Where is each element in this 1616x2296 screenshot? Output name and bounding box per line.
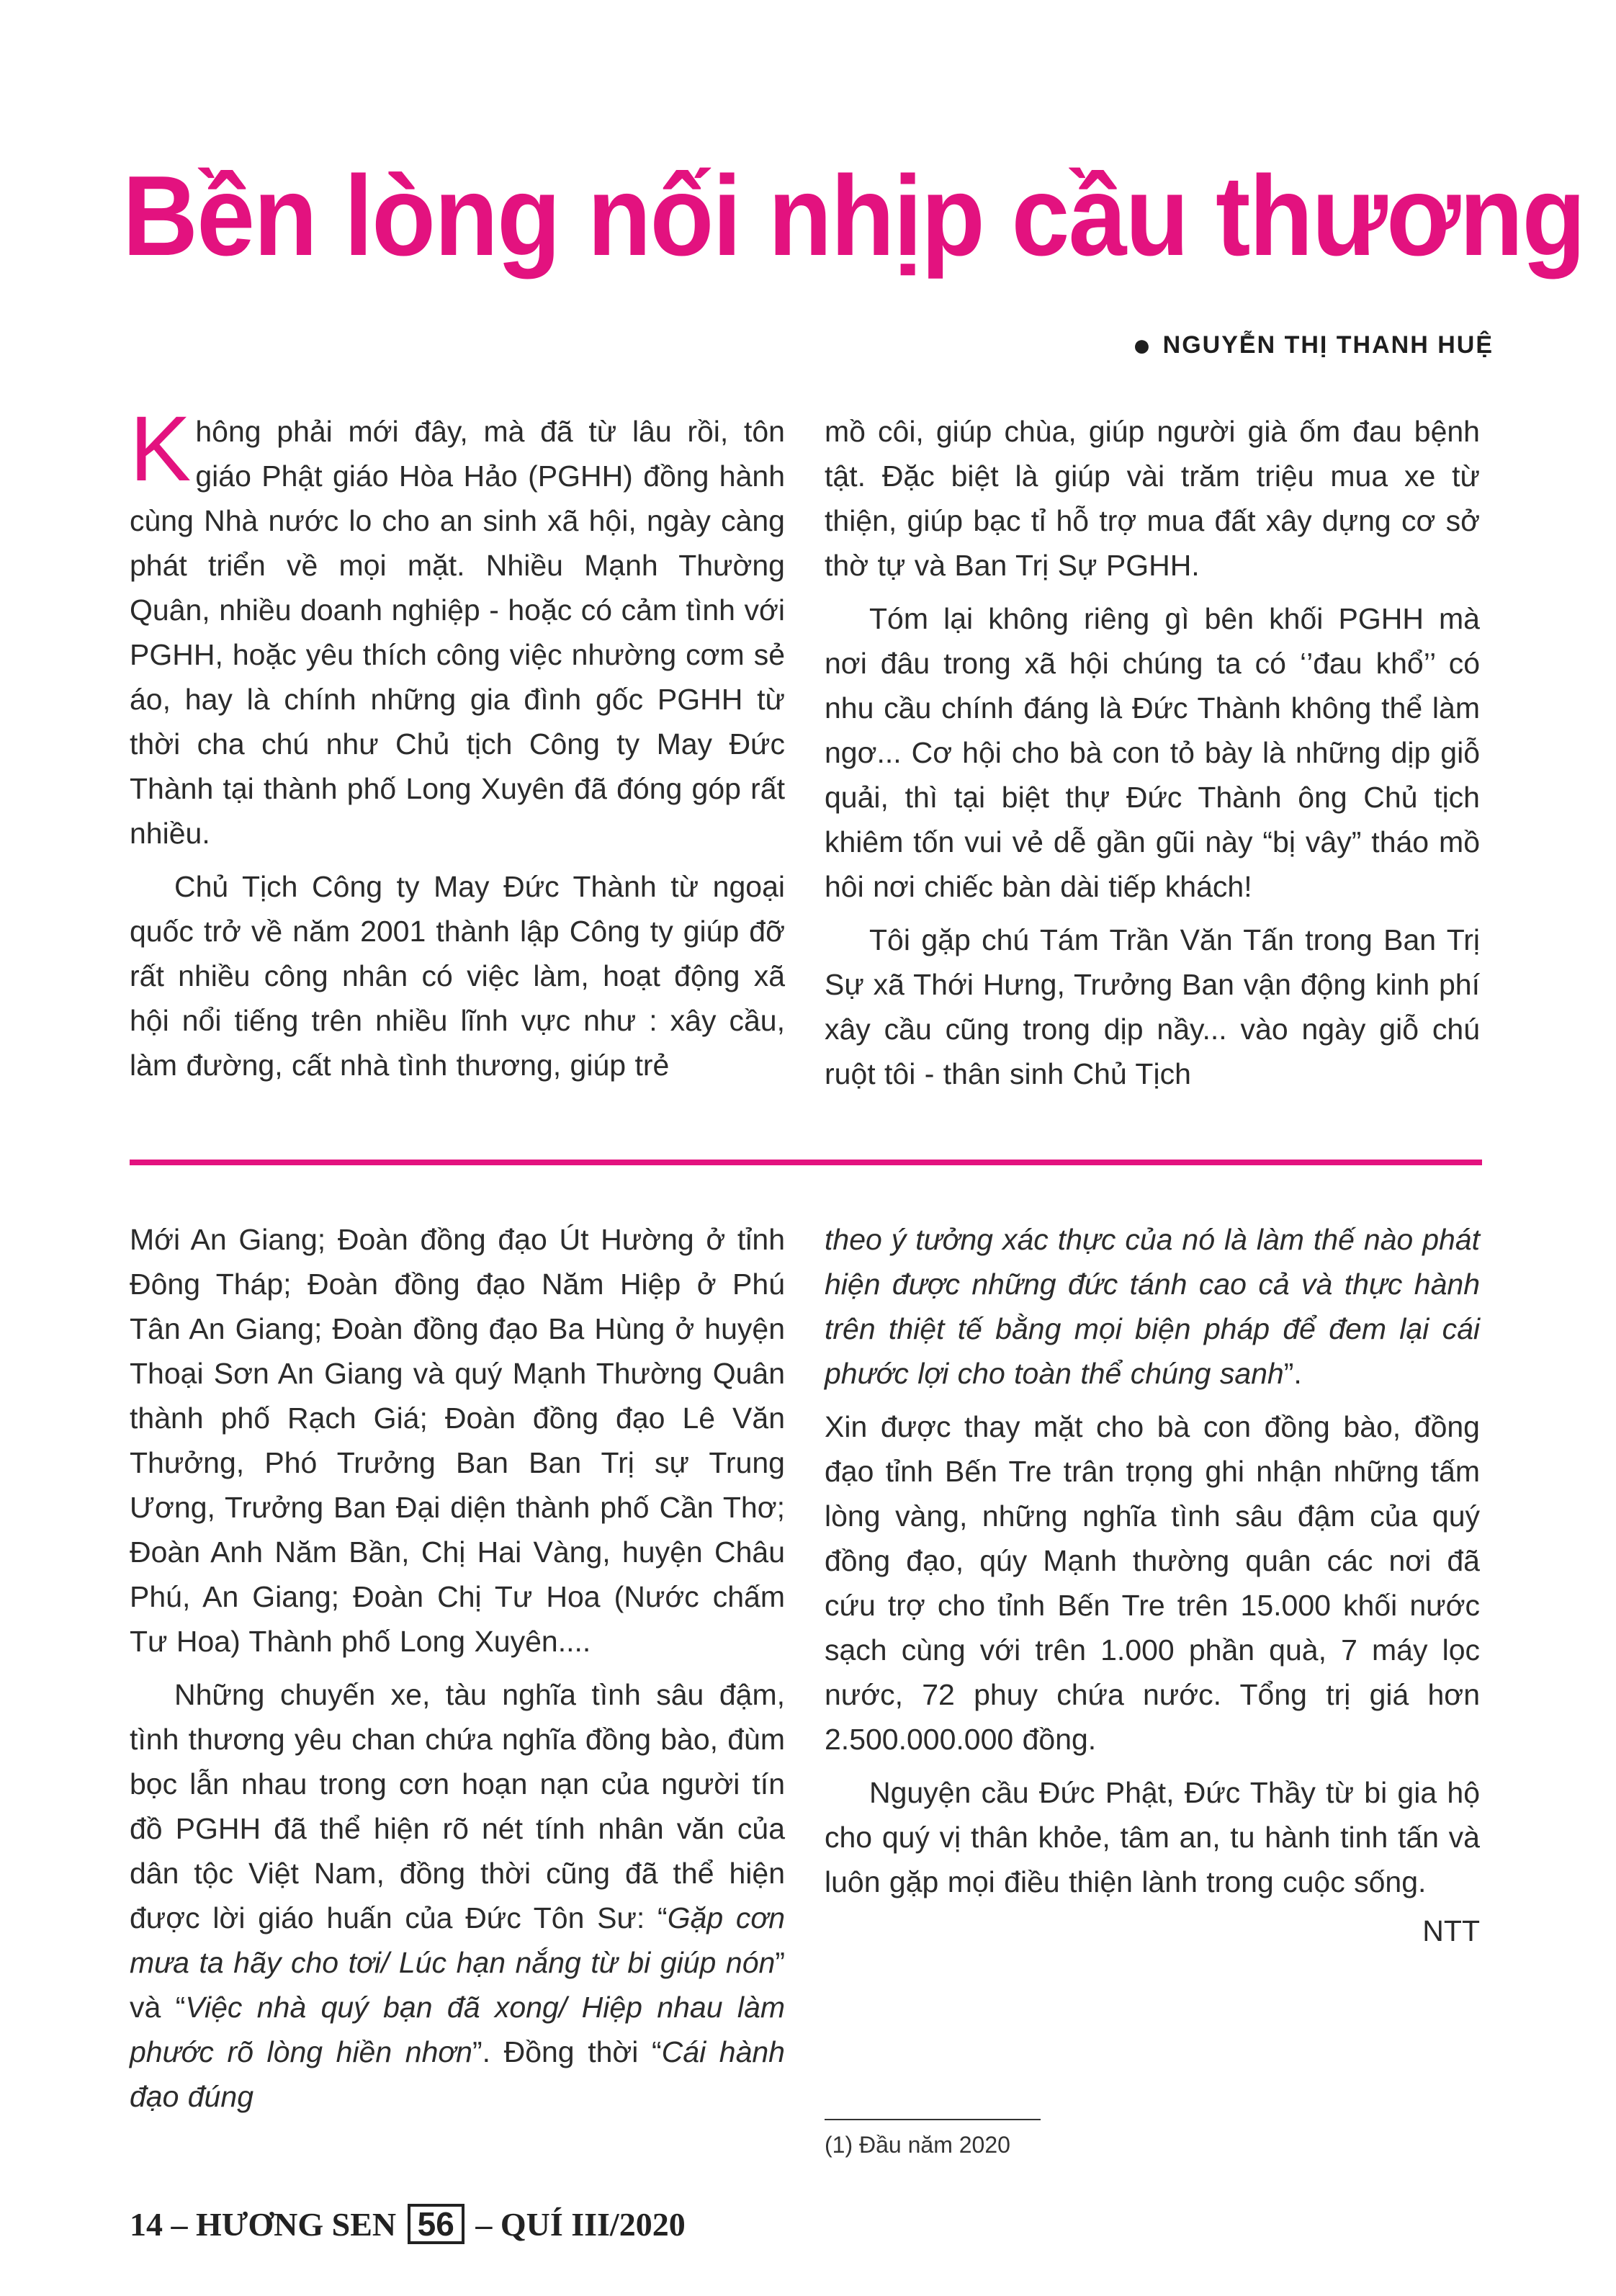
column-1 [130, 398, 785, 1096]
author-name: NGUYỄN THỊ THANH HUỆ [1162, 331, 1494, 359]
article-title: Bền lòng nối nhịp cầu thương [122, 153, 1585, 279]
section-divider [130, 1160, 1482, 1165]
page-footer [130, 2204, 686, 2244]
footnote-rule [825, 2119, 1041, 2120]
paragraph-text: ”. Đồng thời “ [472, 2035, 662, 2068]
signature: NTT [1422, 1914, 1480, 1947]
quote-text: theo ý tưởng xác thực của nó là làm thế nào phát hiện được những đức tánh cao cả và thực hành trên thiệt tế bằng mọi biện pháp để đem lại cái phước lợi cho toàn thể chúng sanh [825, 1223, 1480, 1390]
paragraph: mồ côi, giúp chùa, giúp người già ốm đau bệnh tật. Đặc biệt là giúp vài trăm triệu mua xe từ thiện, giúp bạc tỉ hỗ trợ mua đất xây dựng cơ sở thờ tự và Ban Trị Sự PGHH. [825, 415, 1480, 582]
drop-cap: K [130, 398, 192, 501]
paragraph [825, 1217, 1480, 1396]
issue-period: – QUÍ III/2020 [475, 2206, 686, 2243]
column-4 [825, 1217, 1480, 1953]
paragraph: Nguyện cầu Đức Phật, Đức Thầy từ bi gia hộ cho quý vị thân khỏe, tâm an, tu hành tinh tấn và luôn gặp mọi điều thiện lành trong cuộc sống. [825, 1776, 1480, 1898]
magazine-name: – HƯƠNG SEN [171, 2206, 397, 2243]
paragraph [130, 398, 785, 856]
paragraph: Xin được thay mặt cho bà con đồng bào, đồng đạo tỉnh Bến Tre trân trọng ghi nhận những tấm lòng vàng, những nghĩa tình sâu đậm của quý đồng đạo, qúy Mạnh thường quân các nơi đã cứu trợ cho tỉnh Bến Tre trên 15.000 khối nước sạch cùng với trên 1.000 phần quà, 7 máy lọc nước, 72 phuy chứa nước. Tổng trị giá hơn 2.500.000.000 đồng. [825, 1410, 1480, 1756]
paragraph [130, 1672, 785, 2119]
quote-text: Cái hành đạo đúng [130, 2035, 785, 2113]
column-2 [825, 409, 1480, 1105]
paragraph: Tôi gặp chú Tám Trần Văn Tấn trong Ban Trị Sự xã Thới Hưng, Trưởng Ban vận động kinh phí xây cầu cũng trong dịp nầy... vào ngày giỗ chú ruột tôi - thân sinh Chủ Tịch [825, 923, 1480, 1090]
paragraph: Tóm lại không riêng gì bên khối PGHH mà nơi đâu trong xã hội chúng ta có ‘’đau khổ’’ có nhu cầu chính đáng là Đức Thành không thể làm ngơ... Cơ hội cho bà con tỏ bày là những dịp giỗ quải, thì tại biệt thự Đức Thành ông Chủ tịch khiêm tốn vui vẻ dễ gần gũi này “bị vây” tháo mồ hôi nơi chiếc bàn dài tiếp khách! [825, 602, 1480, 903]
issue-number: 56 [408, 2204, 464, 2244]
page-number: 14 [130, 2206, 163, 2243]
footnote: (1) Đầu năm 2020 [825, 2132, 1010, 2158]
column-3 [130, 1217, 785, 2127]
byline [1132, 328, 1494, 364]
bullet-icon: ● [1132, 328, 1153, 363]
paragraph-text: Những chuyến xe, tàu nghĩa tình sâu đậm, tình thương yêu chan chứa nghĩa đồng bào, đùm bọc lẫn nhau trong cơn hoạn nạn của người tín đồ PGHH đã thể hiện rõ nét tính nhân văn của dân tộc Việt Nam, đồng thời cũng đã thể hiện được lời giáo huấn của Đức Tôn Sư: “ [130, 1678, 785, 1934]
paragraph: Chủ Tịch Công ty May Đức Thành từ ngoại quốc trở về năm 2001 thành lập Công ty giúp đỡ rất nhiều công nhân có việc làm, hoạt động xã hội nổi tiếng trên nhiều lĩnh vực như : xây cầu, làm đường, cất nhà tình thương, giúp trẻ [130, 870, 785, 1082]
quote-text: Việc nhà quý bạn đã xong/ Hiệp nhau làm phước rõ lòng hiền nhơn [130, 1991, 785, 2068]
quote-text: Gặp cơn mưa ta hãy cho tơi/ Lúc hạn nắng từ bi giúp nón [130, 1901, 785, 1979]
paragraph-text: hông phải mới đây, mà đã từ lâu rồi, tôn giáo Phật giáo Hòa Hảo (PGHH) đồng hành cùng Nhà nước lo cho an sinh xã hội, ngày càng phát triển về mọi mặt. Nhiều Mạnh Thường Quân, nhiều doanh nghiệp - hoặc có cảm tình với PGHH, hoặc yêu thích công việc nhường cơm sẻ áo, hay là chính những gia đình gốc PGHH từ thời cha chú như Chủ tịch Công ty May Đức Thành tại thành phố Long Xuyên đã đóng góp rất nhiều. [130, 415, 785, 850]
paragraph: Mới An Giang; Đoàn đồng đạo Út Hường ở tỉnh Đông Tháp; Đoàn đồng đạo Năm Hiệp ở Phú Tân An Giang; Đoàn đồng đạo Ba Hùng ở huyện Thoại Sơn An Giang và quý Mạnh Thường Quân thành phố Rạch Giá; Đoàn đồng đạo Lê Văn Thưởng, Phó Trưởng Ban Ban Trị sự Trung Ương, Trưởng Ban Đại diện thành phố Cần Thơ; Đoàn Anh Năm Bần, Chị Hai Vàng, huyện Châu Phú, An Giang; Đoàn Chị Tư Hoa (Nước chấm Tư Hoa) Thành phố Long Xuyên.... [130, 1223, 785, 1658]
paragraph-text: ”. [1283, 1357, 1302, 1390]
paragraph-text: ” và “ [130, 1946, 785, 2024]
